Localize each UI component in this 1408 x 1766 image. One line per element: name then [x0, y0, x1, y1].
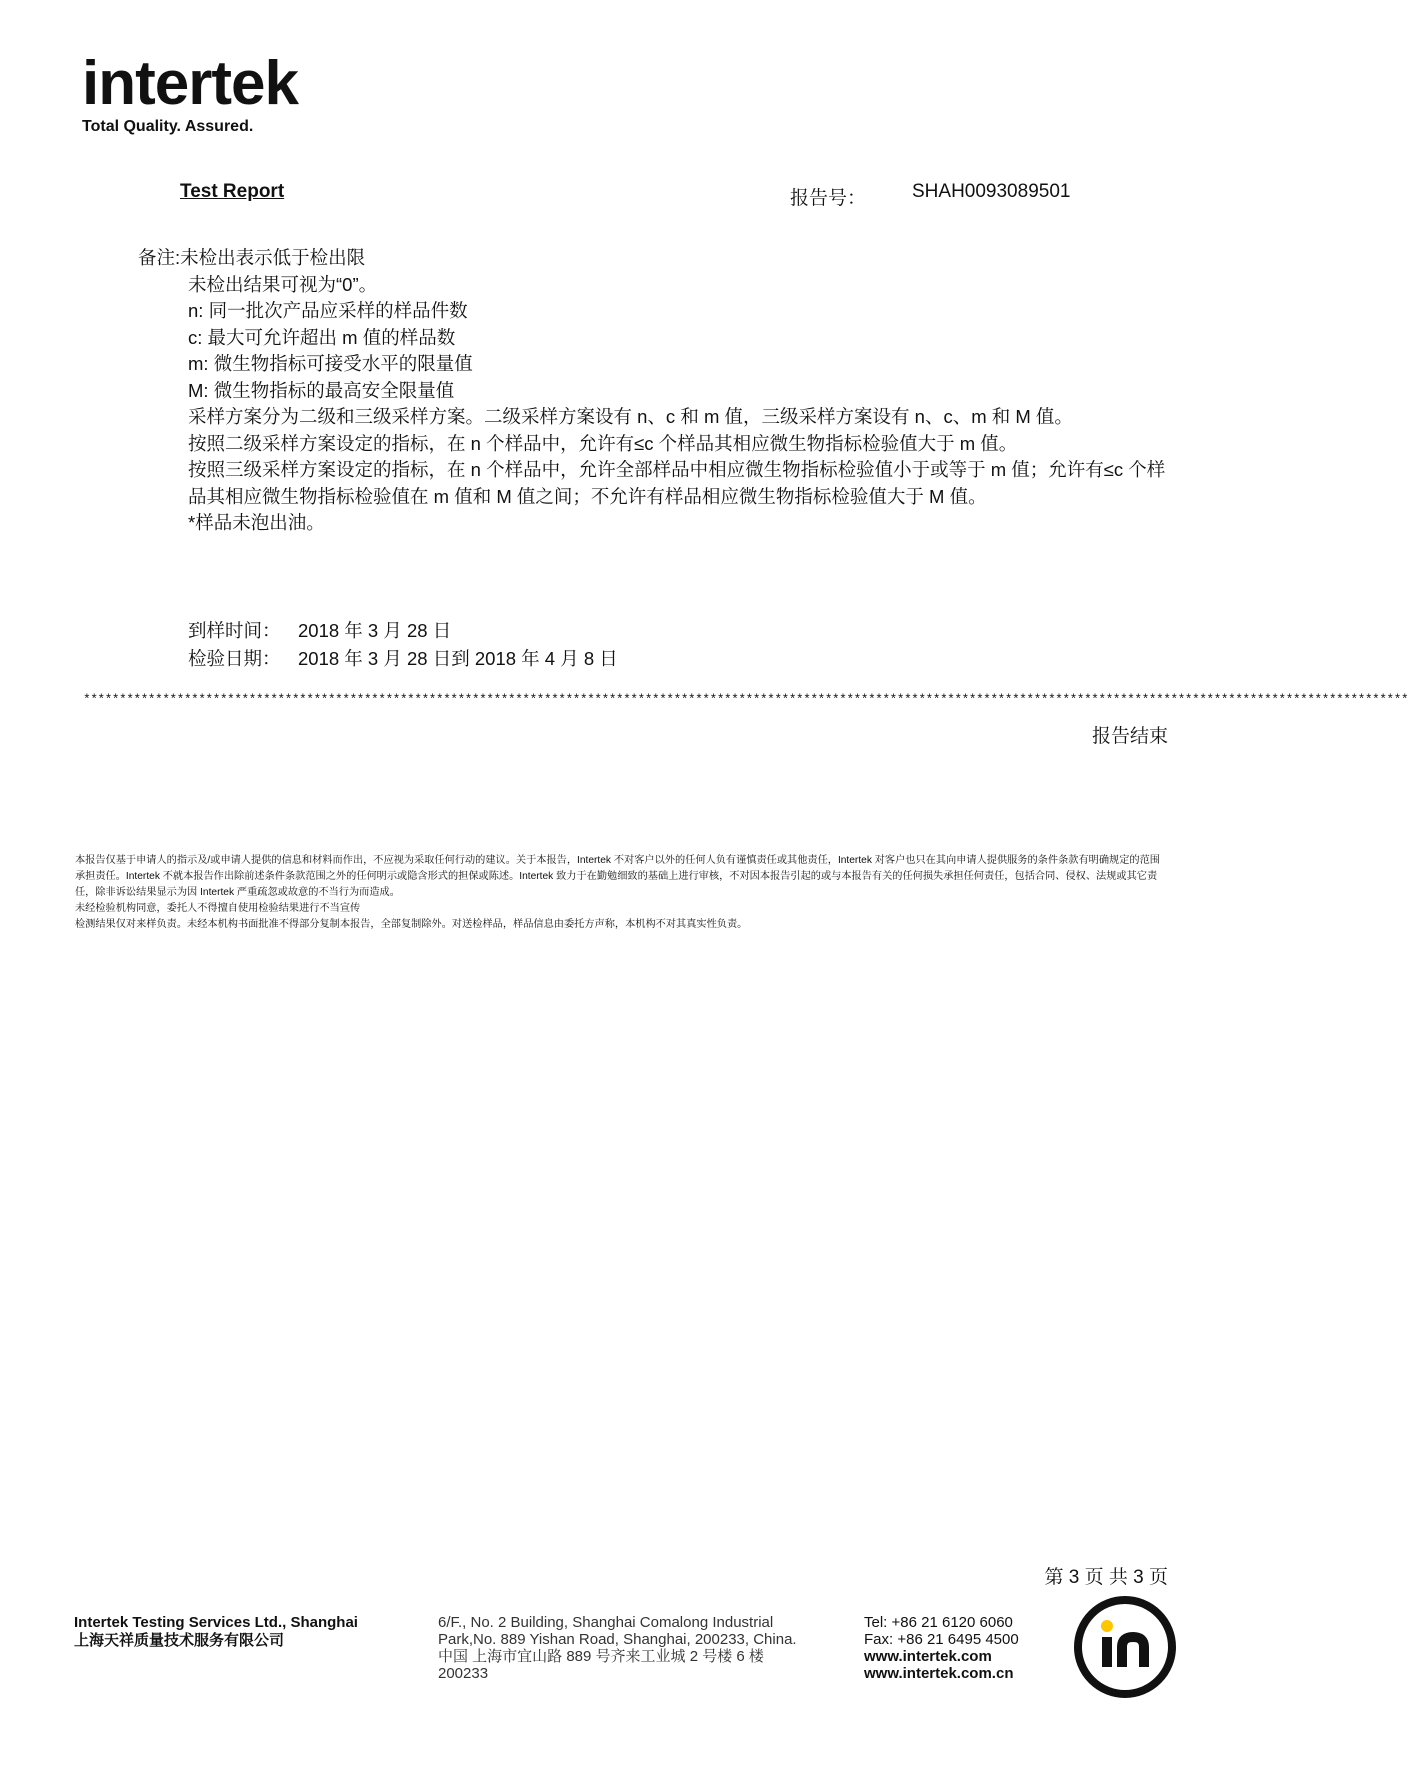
test-date-row	[188, 645, 618, 673]
logo-wordmark: intertek	[82, 49, 298, 118]
remarks-head: 备注:未检出表示低于检出限	[138, 247, 366, 268]
dates-section	[188, 617, 618, 673]
remark-item: 按照二级采样方案设定的指标，在 n 个样品中，允许有≤c 个样品其相应微生物指标检验值大于 m 值。	[188, 432, 1018, 454]
address-en-line: Park,No. 889 Yishan Road, Shanghai, 200233, China.	[438, 1631, 797, 1648]
remark-item: 按照三级采样方案设定的指标，在 n 个样品中，允许全部样品中相应微生物指标检验值小于或等于 m 值；允许有≤c 个样品其相应微生物指标检验值在 m 值和 M 值之间；不允许有样品相应微生物指标检验值大于 M 值。	[188, 459, 1166, 507]
footer-address	[438, 1614, 838, 1682]
disclaimer	[75, 853, 1165, 933]
disclaimer-paragraph: 未经检验机构同意，委托人不得擅自使用检验结果进行不当宣传	[75, 903, 361, 914]
remark-item: c: 最大可允许超出 m 值的样品数	[188, 326, 456, 348]
company-name-cn: 上海天祥质量技术服务有限公司	[74, 1632, 285, 1649]
intertek-circle-logo-icon	[1072, 1594, 1178, 1700]
remark-item: *样品未泡出油。	[188, 512, 325, 533]
footer-contact	[864, 1614, 1019, 1682]
report-title: Test Report	[180, 181, 285, 202]
footer-company	[74, 1614, 358, 1650]
address-postcode: 200233	[438, 1665, 489, 1682]
arrival-date-row	[188, 617, 618, 645]
asterisk-separator: ****************************************************************************************************************************************************************************************	[83, 692, 1408, 707]
remarks-section	[138, 245, 1168, 537]
address-cn-line: 中国 上海市宜山路 889 号齐来工业城 2 号楼 6 楼	[438, 1648, 764, 1665]
circle-logo-i-stem	[1102, 1637, 1112, 1667]
telephone: Tel: +86 21 6120 6060	[864, 1614, 1013, 1631]
disclaimer-paragraph: 检测结果仅对来样负责。未经本机构书面批准不得部分复制本报告，全部复制除外。对送检样品，样品信息由委托方声称，本机构不对其真实性负责。	[75, 919, 748, 930]
remark-item: 采样方案分为二级和三级采样方案。二级采样方案设有 n、c 和 m 值，三级采样方案设有 n、c、m 和 M 值。	[188, 406, 1073, 427]
end-of-report: 报告结束	[1091, 726, 1168, 747]
address-en-line: 6/F., No. 2 Building, Shanghai Comalong Industrial	[438, 1614, 774, 1631]
circle-logo-n-shape	[1122, 1637, 1144, 1667]
intertek-logo	[82, 48, 342, 138]
website-link-cn[interactable]: www.intertek.com.cn	[864, 1665, 1014, 1682]
circle-logo-dot	[1101, 1620, 1113, 1632]
arrival-date-value: 2018 年 3 月 28 日	[298, 620, 452, 641]
company-name-en: Intertek Testing Services Ltd., Shanghai	[74, 1614, 358, 1631]
test-date-label: 检验日期：	[188, 648, 281, 669]
remark-item: 未检出结果可视为“0”。	[188, 273, 378, 295]
page-number: 第 3 页 共 3 页	[1044, 1567, 1168, 1588]
disclaimer-paragraph: 本报告仅基于申请人的指示及/或申请人提供的信息和材料而作出，不应视为采取任何行动的建议。关于本报告，Intertek 不对客户以外的任何人负有谨慎责任或其他责任，Intertek 对客户也只在其向申请人提供服务的条件条款有明确规定的范围承担责任。Intertek 不就本报告作出除前述条件条款范围之外的任何明示或隐含形式的担保或陈述。Intertek 致力于在勤勉细致的基础上进行审核，不对因本报告引起的或与本报告有关的任何损失承担任何责任，包括合同、侵权、法规或其它责任，除非诉讼结果显示为因 Intertek 严重疏忽或故意的不当行为而造成。	[75, 855, 1160, 898]
fax: Fax: +86 21 6495 4500	[864, 1631, 1019, 1648]
remark-item: n: 同一批次产品应采样的样品件数	[188, 300, 468, 321]
test-date-value: 2018 年 3 月 28 日到 2018 年 4 月 8 日	[298, 648, 618, 669]
website-link[interactable]: www.intertek.com	[864, 1648, 992, 1665]
report-number-label: 报告号：	[790, 188, 867, 209]
report-number: SHAH0093089501	[912, 181, 1071, 202]
remark-item: M: 微生物指标的最高安全限量值	[188, 379, 455, 401]
arrival-date-label: 到样时间：	[188, 620, 281, 641]
remark-item: m: 微生物指标可接受水平的限量值	[188, 353, 473, 374]
logo-tagline: Total Quality. Assured.	[82, 118, 254, 135]
